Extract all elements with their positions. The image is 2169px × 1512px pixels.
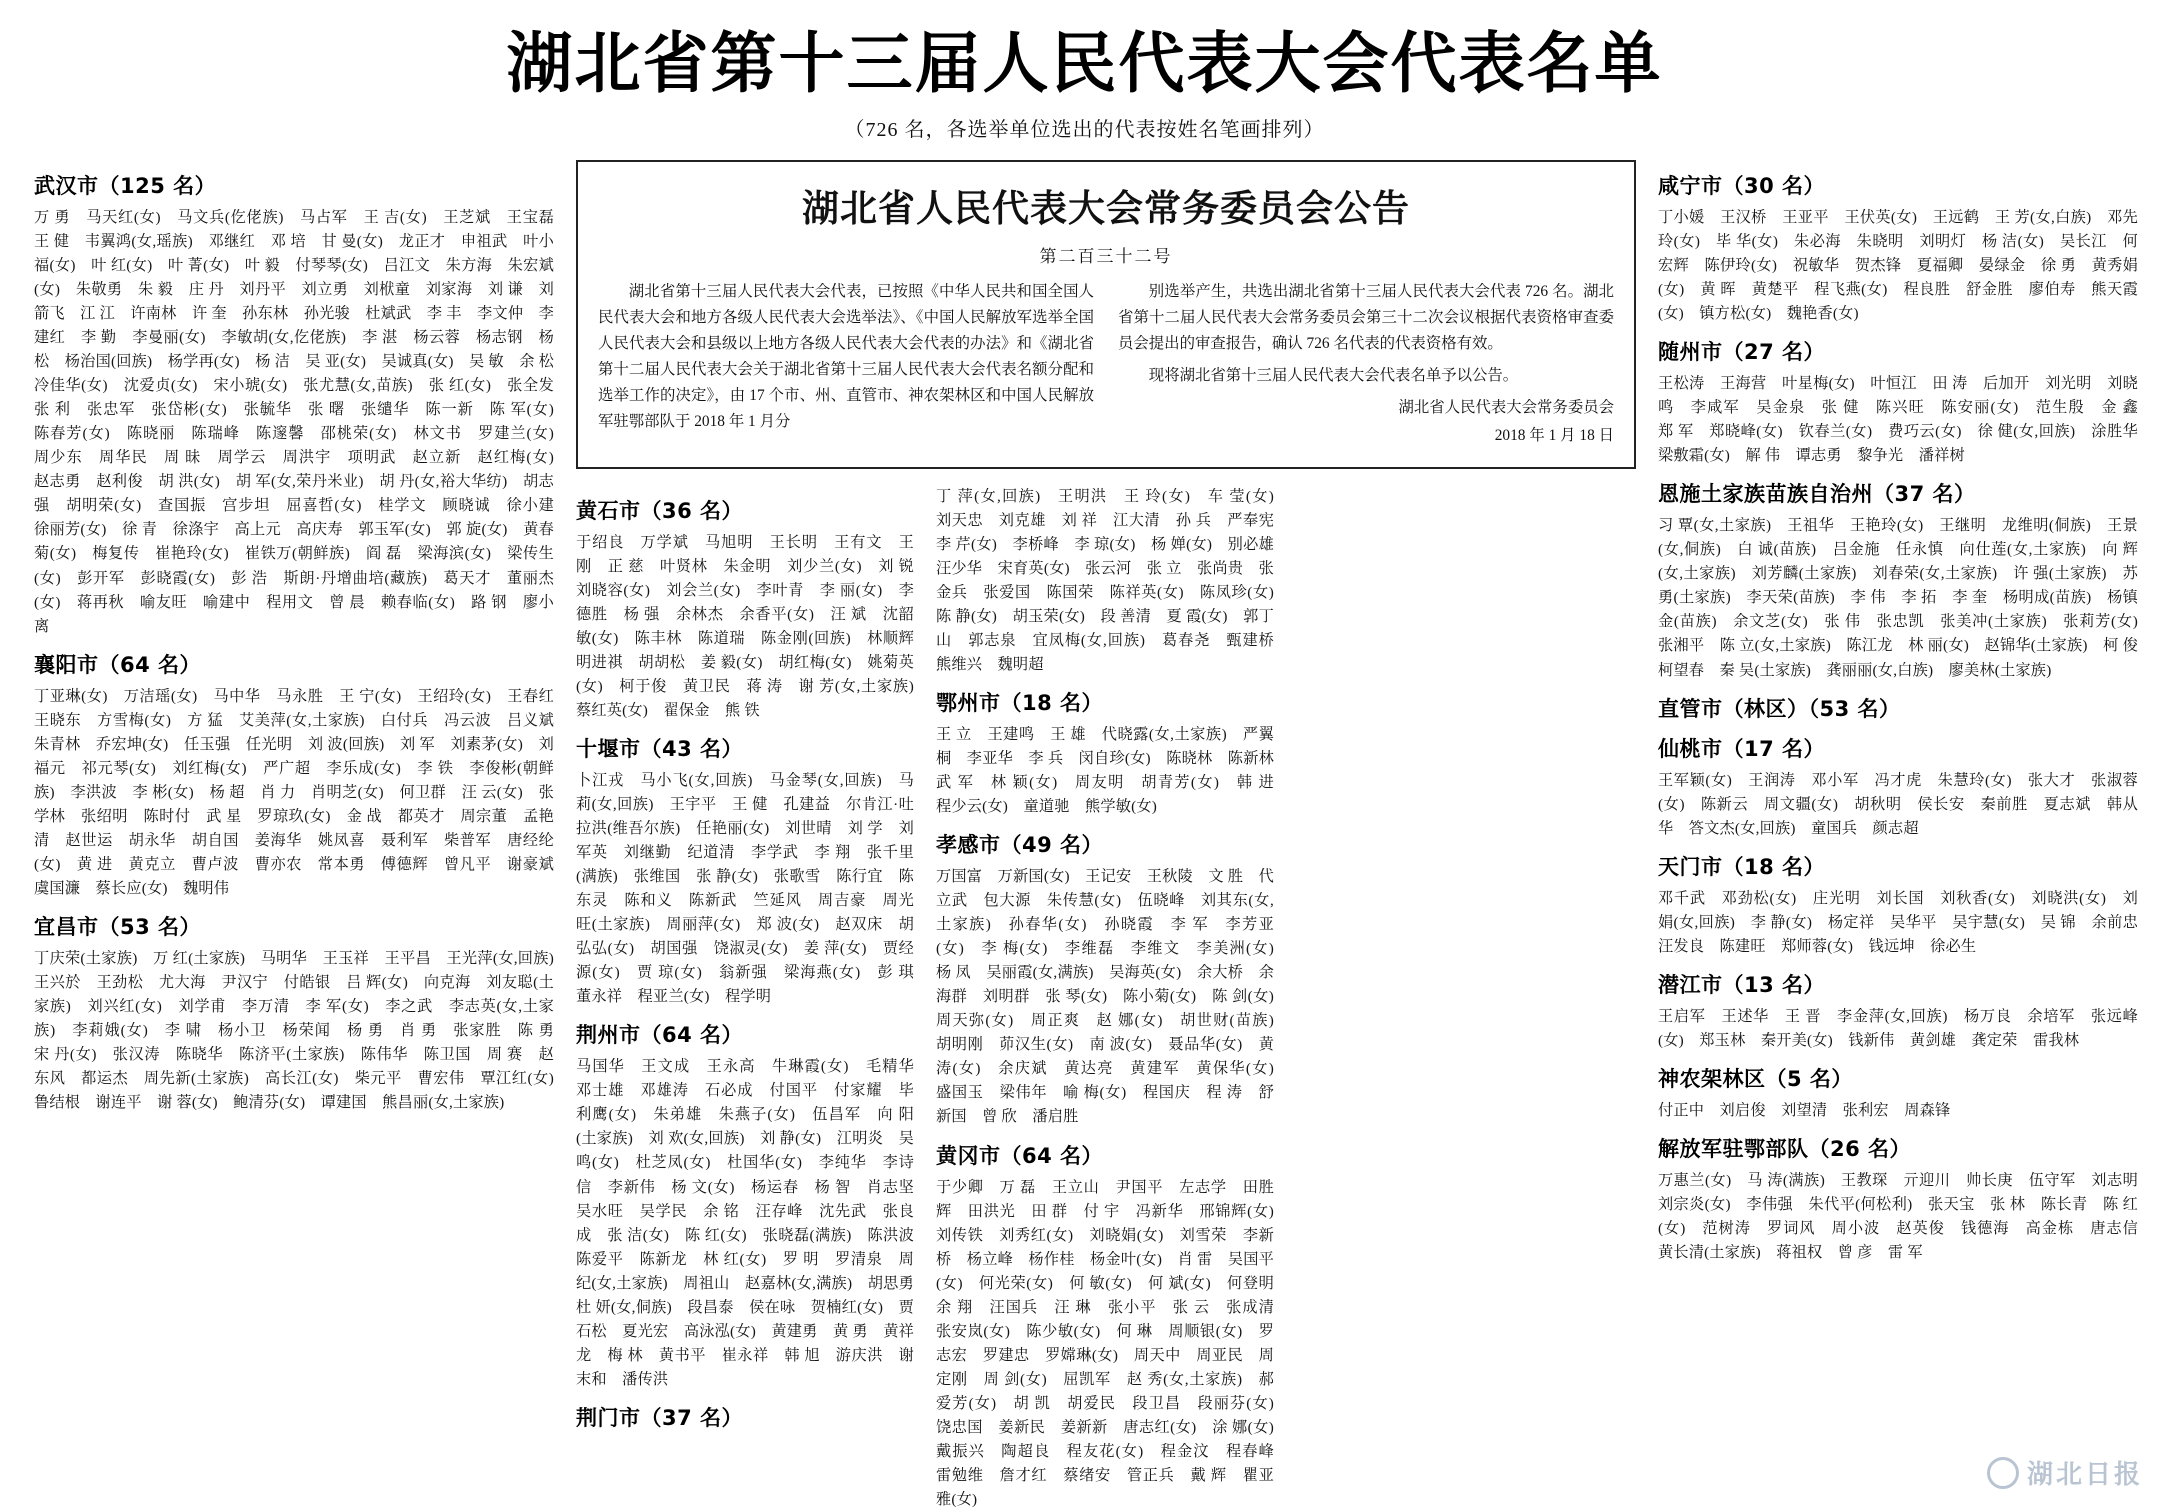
section-xiangyang bbox=[34, 649, 570, 901]
announcement-date: 2018 年 1 月 18 日 bbox=[1494, 426, 1614, 444]
section-xiantao bbox=[1658, 733, 2138, 841]
name-list-xiantao: 王军颖(女) 王润涛 邓小军 冯才虎 朱慧玲(女) 张大才 张淑蓉(女) 陈新云 周文疆(女) 胡秋明 侯长安 秦前胜 夏志斌 韩从华 答文杰(女,回族) 童国兵 颜志超 bbox=[1658, 771, 2138, 837]
name-list-ezhou: 王 立 王建鸣 王 雄 代晓露(女,土家族) 严翼桐 李亚华 李 兵 闵自珍(女) 陈晓林 陈新林 武 军 林 颖(女) 周友明 胡青芳(女) 韩 进 程少云(女) 童道驰 熊学敏(女) bbox=[936, 726, 1290, 816]
section-suizhou bbox=[1658, 336, 2154, 468]
section-heading-shennongjia: 神农架林区（5 名） bbox=[1658, 1066, 1853, 1091]
page-title: 湖北省第十三届人民代表大会代表名单 bbox=[506, 25, 1663, 102]
section-qianjiang bbox=[1658, 969, 2138, 1053]
section-heading-yichang: 宜昌市（53 名） bbox=[34, 914, 202, 939]
section-xiaogan bbox=[936, 829, 1290, 1129]
name-list-xianning: 丁小媛 王汉桥 王亚平 王伏英(女) 王远鹤 王 芳(女,白族) 邓先玲(女) 毕 华(女) 朱必海 朱晓明 刘明灯 杨 洁(女) 吴长江 何宏辉 陈伊玲(女) 祝敏华 贺杰锋 夏福卿 晏绿金 徐 勇 黄秀娟(女) 黄 晖 黄楚平 程飞燕(女) 程良胜 舒金胜 廖伯寿 熊天霞(女) 镇方松(女) 魏艳香(女) bbox=[1658, 209, 2138, 323]
section-zhiguan bbox=[1658, 693, 2138, 723]
watermark-logo-icon bbox=[1987, 1457, 2019, 1489]
announcement-body bbox=[598, 279, 1614, 449]
section-yichang bbox=[34, 911, 570, 1115]
section-jiefangjun bbox=[1658, 1133, 2154, 1265]
content-columns bbox=[0, 142, 2169, 1511]
section-heading-qianjiang: 潜江市（13 名） bbox=[1658, 972, 1826, 997]
section-heading-tianmen: 天门市（18 名） bbox=[1658, 854, 1826, 879]
section-heading-huanggang: 黄冈市（64 名） bbox=[936, 1143, 1104, 1168]
section-heading-suizhou: 随州市（27 名） bbox=[1658, 340, 1826, 365]
name-list-xiangyang: 丁亚琳(女) 万洁瑶(女) 马中华 马永胜 王 宁(女) 王绍玲(女) 王春红 王晓东 方雪梅(女) 方 猛 艾美萍(女,土家族) 白付兵 冯云波 吕义斌 朱青林 乔宏坤(女) 任玉强 任光明 刘 波(回族) 刘 军 刘素茅(女) 刘福元 祁元琴(女) 刘红梅(女) 严广超 李乐成(女) 李 铁 李俊彬(朝鲜族) 李洪波 李 彬(女) 杨 超 肖 力 肖明芝(女) 何卫群 汪 云(女) 张学林 张绍明 陈时付 武 星 罗琼玖(女) 金 战 都英才 周宗董 孟艳清 赵世运 胡永华 胡自国 姜海华 姚凤喜 聂利军 柴普军 唐经纶(女) 黄 进 黄克立 曹卢波 曹亦农 常本勇 傅德辉 曾凡平 谢豪斌 虞国濂 蔡长应(女) 魏明伟 bbox=[34, 687, 570, 897]
column-right bbox=[1658, 160, 2154, 1511]
announcement-paragraph-1: 湖北省第十三届人民代表大会代表，已按照《中华人民共和国全国人民代表大会和地方各级人民代表大会选举法》、《中国人民解放军选举全国人民代表大会和县级以上地方各级人民代表大会代表的办法》和《湖北省第十二届人民代表大会关于湖北省第十三届人民代表大会代表名额分配和选举工作的决定》，由 17 个市、州、直管市、神农架林区和中国人民解放军驻鄂部队于 2018 年 1 月分 bbox=[598, 283, 1094, 430]
name-list-jingmen: 丁 萍(女,回族) 王明洪 王 玲(女) 车 莹(女) 刘天忠 刘克雄 刘 祥 江大清 孙 兵 严奉宪 李 芹(女) 李桥峰 李 琼(女) 杨 婵(女) 别必雄 汪少华 宋育英(女) 张云河 张 立 张尚贵 张金兵 张爱国 陈国荣 陈祥英(女) 陈凤珍(女) 陈 静(女) 胡玉荣(女) 段 善清 夏 霞(女) 郭丁山 郭志泉 宜凤梅(女,回族) 葛春尧 甄建桥 熊维兴 魏明超 bbox=[936, 488, 1290, 674]
section-xianning bbox=[1658, 170, 2138, 326]
name-list-xiaogan: 万国富 万新国(女) 王记安 王秋陵 文 胜 代立武 包大源 朱传慧(女) 伍晓峰 刘其东(女,土家族) 孙春华(女) 孙晓霞 李 军 李芳亚(女) 李 梅(女) 李维磊 李维文 李美洲(女) 杨 凤 吴丽霞(女,满族) 吴海英(女) 余大桥 余海群 刘明群 张 琴(女) 陈小菊(女) 陈 剑(女) 周天弥(女) 周正爽 赵 娜(女) 胡世财(苗族) 胡明刚 茆汉生(女) 南 波(女) 聂品华(女) 黄 涛(女) 余庆斌 黄达亮 黄建军 黄保华(女) 盛国玉 梁伟年 喻 梅(女) 程国庆 程 涛 舒新国 曾 欣 潘启胜 bbox=[936, 868, 1290, 1126]
column-left bbox=[34, 160, 570, 1511]
section-heading-xiantao: 仙桃市（17 名） bbox=[1658, 736, 1826, 761]
section-jingzhou bbox=[576, 1019, 930, 1391]
section-heading-xiangyang: 襄阳市（64 名） bbox=[34, 652, 202, 677]
middle-subcolumn-2 bbox=[936, 485, 1290, 1512]
name-list-shennongjia: 付正中 刘启俊 刘望清 张利宏 周森锋 bbox=[1658, 1101, 1951, 1119]
middle-subcolumns bbox=[576, 485, 1636, 1512]
section-huanggang bbox=[936, 1140, 1290, 1512]
column-middle bbox=[576, 160, 1636, 1511]
name-list-tianmen: 邓千武 邓劲松(女) 庄光明 刘长国 刘秋香(女) 刘晓洪(女) 刘 娟(女,回族) 李 静(女) 杨定祥 吴华平 吴宇慧(女) 吴 锦 余前忠 汪发良 陈建旺 郑师蓉(女) 钱远坤 徐必生 bbox=[1658, 889, 2154, 955]
name-list-enshi: 习 覃(女,土家族) 王祖华 王艳玲(女) 王继明 龙维明(侗族) 王景(女,侗族) 白 诚(苗族) 吕金施 任永慎 向仕莲(女,土家族) 向 辉(女,土家族) 刘芳麟(土家族) 刘春荣(女,土家族) 许 强(土家族) 苏 勇(土家族) 李天荣(苗族) 李 伟 李 拓 李 奎 杨明成(苗族) 杨镇金(苗族) 余文芝(女) 张 伟 张忠凯 张美冲(土家族) 张莉芳(女) 张湘平 陈 立(女,土家族) 陈江龙 林 丽(女) 赵锦华(土家族) 柯 俊 柯望春 秦 吴(土家族) 龚丽丽(女,白族) 廖美林(土家族) bbox=[1658, 517, 2154, 679]
announcement-number: 第二百三十二号 bbox=[1039, 247, 1173, 267]
name-list-yichang: 丁庆荣(土家族) 万 红(土家族) 马明华 王玉祥 王平昌 王光萍(女,回族) 王兴於 王劲松 尤大海 尹汉宁 付皓银 吕 辉(女) 向克海 刘友聪(土家族) 刘兴红(女) 刘学甫 李万清 李 军(女) 李之武 李志英(女,土家族) 李莉娥(女) 李 啸 杨小卫 杨荣闻 杨 勇 肖 勇 张家胜 陈 勇 宋 丹(女) 张汉涛 陈晓华 陈济平(土家族) 陈伟华 陈卫国 周 赛 赵东风 都运杰 周先新(土家族) 高长江(女) 柴元平 曹宏伟 覃江红(女) 鲁结根 谢连平 谢 蓉(女) 鲍清芬(女) 谭建国 熊昌丽(女,土家族) bbox=[34, 949, 570, 1111]
section-heading-huangshi: 黄石市（36 名） bbox=[576, 499, 744, 524]
name-list-huangshi: 于绍良 万学斌 马旭明 王长明 王有文 王 刚 正 慈 叶贤林 朱金明 刘少兰(女) 刘 锐 刘晓容(女) 刘会兰(女) 李叶青 李 丽(女) 李德胜 杨 强 余林杰 余香平(女) 汪 斌 沈韶敏(女) 陈丰林 陈道瑞 陈金刚(回族) 林顺辉 明进祺 胡胡松 姜 毅(女) 胡红梅(女) 姚菊英(女) 柯于俊 黄卫民 蒋 涛 谢 芳(女,土家族) 蔡红英(女) 翟保金 熊 铁 bbox=[576, 534, 930, 720]
name-list-qianjiang: 王启军 王述华 王 晋 李金萍(女,回族) 杨万良 余培军 张远峰(女) 郑玉林 秦开美(女) 钱新伟 黄剑雄 龚定荣 雷我林 bbox=[1658, 1007, 2138, 1049]
announcement-box bbox=[576, 160, 1636, 469]
announcement-paragraph-2: 别选举产生，共选出湖北省第十三届人民代表大会代表 726 名。湖北省第十二届人民代表大会常务委员会第三十二次会议根据代表资格审查委员会提出的审查报告，确认 726 名代表的代表资格有效。 bbox=[1118, 283, 1614, 353]
section-heading-enshi: 恩施土家族苗族自治州（37 名） bbox=[1658, 482, 1976, 507]
section-heading-xiaogan: 孝感市（49 名） bbox=[936, 833, 1104, 858]
section-enshi bbox=[1658, 478, 2154, 682]
announcement-col-1 bbox=[598, 279, 1094, 449]
section-heading-jingmen: 荆门市（37 名） bbox=[576, 1405, 744, 1430]
name-list-huanggang: 于少卿 万 磊 王立山 尹国平 左志学 田胜辉 田洪光 田 群 付 宇 冯新华 邢锦辉(女) 刘传铁 刘秀红(女) 刘晓娟(女) 刘雪荣 李新桥 杨立峰 杨作桂 杨金叶(女) 肖 雷 吴国平(女) 何光荣(女) 何 敏(女) 何 斌(女) 何登明 余 翔 汪国兵 汪 琳 张小平 张 云 张成清 张安岚(女) 陈少敏(女) 何 琳 周顺银(女) 罗志宏 罗建忠 罗嫦琳(女) 周天中 周亚民 周定刚 周 剑(女) 屈凯军 赵 秀(女,土家族) 郝爱芳(女) 胡 凯 胡爱民 段卫昌 段丽芬(女) 饶忠国 姜新民 姜新新 唐志红(女) 涂 娜(女) 戴振兴 陶超良 程友花(女) 程金汶 程春峰 雷勉维 詹才红 蔡绪安 管正兵 戴 辉 瞿亚雅(女) bbox=[936, 1178, 1290, 1508]
announcement-signature: 湖北省人民代表大会常务委员会 bbox=[1398, 398, 1614, 416]
section-shennongjia bbox=[1658, 1063, 2138, 1123]
name-list-jingzhou: 马国华 王文成 王永高 牛琳霞(女) 毛精华 邓士雄 邓雄涛 石必成 付国平 付家耀 毕利鹰(女) 朱弟雄 朱燕子(女) 伍昌军 向 阳(土家族) 刘 欢(女,回族) 刘 静(女) 江明炎 吴 鸣(女) 杜芝凤(女) 杜国华(女) 李纯华 李诗信 李新伟 杨 文(女) 杨运春 杨 智 肖志坚 吴水旺 吴学民 余 铭 汪存峰 沈先武 张良成 张 洁(女) 陈 红(女) 张晓磊(满族) 陈洪波 陈爱平 陈新龙 林 红(女) 罗 明 罗清泉 周 纪(女,土家族) 周祖山 赵嘉林(女,满族) 胡思勇 杜 妍(女,侗族) 段昌泰 侯在咏 贺楠红(女) 贾石松 夏光宏 高泳泓(女) 黄建勇 黄 勇 黄祥龙 梅 林 黄书平 崔永祥 韩 旭 游庆洪 谢末和 潘传洪 bbox=[576, 1058, 930, 1388]
masthead bbox=[0, 0, 2169, 142]
watermark-text: 湖北日报 bbox=[2026, 1460, 2143, 1490]
name-list-jiefangjun: 万惠兰(女) 马 涛(满族) 王教琛 亓迎川 帅长庚 伍守军 刘志明 刘宗炎(女) 李伟强 朱代平(何松利) 张天宝 张 林 陈长青 陈 红(女) 范树涛 罗词风 周小波 赵英俊 钱德海 高金栋 唐志信 黄长清(土家族) 蒋祖权 曾 彦 雷 军 bbox=[1658, 1171, 2154, 1261]
name-list-shiyan: 卜江戎 马小飞(女,回族) 马金琴(女,回族) 马 莉(女,回族) 王宇平 王 健 孔建益 尔肯江·吐拉洪(维吾尔族) 任艳丽(女) 刘世晴 刘 学 刘军英 刘继勤 纪道清 李学武 李 翔 张千里(满族) 张维国 张 静(女) 张歌雪 陈行宜 陈东灵 陈和义 陈新武 竺延风 周吉豪 周光旺(土家族) 周丽萍(女) 郑 波(女) 赵双床 胡弘弘(女) 胡国强 饶淑灵(女) 姜 萍(女) 贾经源(女) 贾 琼(女) 翁新强 梁海燕(女) 彭 琪 董永祥 程亚兰(女) 程学明 bbox=[576, 772, 930, 1006]
section-huangshi bbox=[576, 495, 930, 723]
section-heading-xianning: 咸宁市（30 名） bbox=[1658, 174, 1826, 199]
section-wuhan bbox=[34, 170, 570, 638]
announcement-title: 湖北省人民代表大会常务委员会公告 bbox=[802, 187, 1410, 231]
announcement-paragraph-3: 现将湖北省第十三届人民代表大会代表名单予以公告。 bbox=[1148, 366, 1519, 384]
section-shiyan bbox=[576, 733, 930, 1009]
section-heading-ezhou: 鄂州市（18 名） bbox=[936, 691, 1104, 716]
section-tianmen bbox=[1658, 851, 2154, 959]
section-ezhou bbox=[936, 687, 1290, 819]
middle-subcolumn-1 bbox=[576, 485, 930, 1512]
section-jingmen bbox=[576, 1402, 914, 1432]
section-heading-wuhan: 武汉市（125 名） bbox=[34, 174, 217, 199]
page-subtitle: （726 名，各选举单位选出的代表按姓名笔画排列） bbox=[844, 119, 1325, 142]
announcement-col-2 bbox=[1118, 279, 1614, 449]
name-list-wuhan: 万 勇 马天红(女) 马文兵(仡佬族) 马占军 王 吉(女) 王芝斌 王宝磊 王 健 韦翼鸿(女,瑶族) 邓继红 邓 培 甘 曼(女) 龙正才 申祖武 叶小福(女) 叶 红(女) 叶 菁(女) 叶 毅 付琴琴(女) 吕江文 朱方海 朱宏斌(女) 朱敬勇 朱 毅 庄 丹 刘丹平 刘立勇 刘栿童 刘家海 刘 谦 刘箭飞 江 江 许南林 许 奎 孙东林 孙光骏 杜斌武 李 丰 李文仲 李建红 李 勤 李曼丽(女) 李敏胡(女,仡佬族) 李 湛 杨云蓉 杨志钢 杨 松 杨治国(回族) 杨学再(女) 杨 洁 吴 亚(女) 吴诚真(女) 吴 敏 余 松 冷佳华(女) 沈爱贞(女) 宋小琥(女) 张尤慧(女,苗族) 张 红(女) 张全发 张 利 张忠军 张岱彬(女) 张毓华 张 曙 张缱华 陈一新 陈 军(女) 陈春芳(女) 陈晓丽 陈瑞峰 陈邃馨 邵桃荣(女) 林文书 罗建兰(女) 周少东 周华民 周 昧 周学云 周洪宇 项明武 赵立新 赵红梅(女) 赵志勇 赵利俊 胡 洪(女) 胡 军(女,荣丹米业) 胡 丹(女,裕大华纺) 胡志强 胡明荣(女) 查国振 宫步坦 屈喜哲(女) 桂学文 顾晓诚 徐小建 徐丽芳(女) 徐 青 徐涤宇 高上元 高庆寿 郭玉军(女) 郭 旋(女) 黄春菊(女) 梅复传 崔艳玲(女) 崔铁万(朝鲜族) 阎 磊 梁海滨(女) 梁传生(女) 彭开军 彭晓霞(女) 彭 浩 斯朗·丹增曲培(藏族) 葛天才 董丽杰(女) 蒋再秋 喻友旺 喻建中 程用文 曾 晨 赖春临(女) 路 钢 廖小离 bbox=[34, 209, 570, 635]
section-heading-jingzhou: 荆州市（64 名） bbox=[576, 1023, 744, 1048]
publisher-watermark bbox=[1987, 1454, 2143, 1491]
section-heading-shiyan: 十堰市（43 名） bbox=[576, 737, 744, 762]
name-list-suizhou: 王松涛 王海营 叶星梅(女) 叶恒江 田 涛 后加开 刘光明 刘晓鸣 李咸军 吴金泉 张 健 陈兴旺 陈安丽(女) 范生殷 金 鑫 郑 军 郑晓峰(女) 钦春兰(女) 费巧云(女) 徐 健(女,回族) 涂胜华 梁敷霜(女) 解 伟 谭志勇 黎争光 潘祥树 bbox=[1658, 375, 2154, 465]
section-heading-jiefangjun: 解放军驻鄂部队（26 名） bbox=[1658, 1136, 1912, 1161]
section-heading-zhiguan: 直管市（林区）（53 名） bbox=[1658, 696, 1901, 721]
